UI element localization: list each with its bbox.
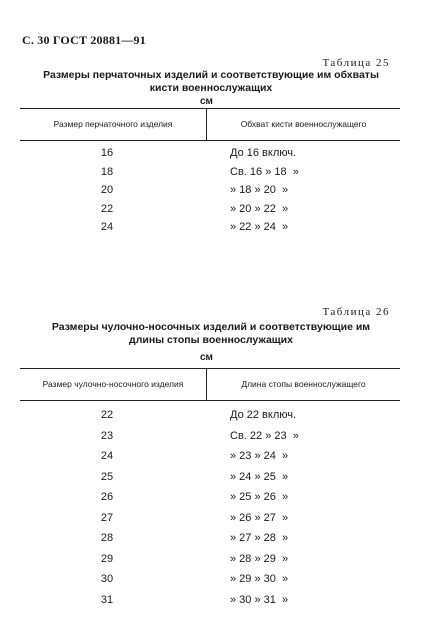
table-25-header-rule	[20, 140, 400, 141]
table-26-col1-header: Размер чулочно-носочного изделия	[42, 379, 184, 389]
table-25-unit: см	[200, 96, 213, 107]
table-row-size: 30	[100, 573, 114, 585]
table-row-size: 16	[100, 147, 114, 159]
table-row-range: » 28 » 29 »	[230, 552, 289, 565]
table-row-range: » 29 » 30 »	[230, 573, 289, 585]
table-row-size: 24	[100, 450, 114, 462]
table-25-label: Таблица 25	[322, 57, 390, 69]
table-25-col1-header: Размер перчаточного изделия	[53, 119, 173, 129]
table-row-range: » 25 » 26 »	[230, 491, 289, 503]
table-row-range: » 24 » 25 »	[230, 470, 289, 483]
table-row-range: » 30 » 31 »	[230, 593, 289, 606]
table-row-range: » 27 » 28 »	[230, 532, 289, 544]
table-row-range: » 18 » 20 »	[230, 184, 289, 196]
table-row-size: 22	[100, 409, 114, 421]
table-row-size: 18	[100, 165, 114, 178]
table-row-range: » 22 » 24 »	[230, 221, 289, 233]
table-row-range: » 26 » 27 »	[230, 511, 289, 524]
table-25-title: Размеры перчаточных изделий и соответствующие им обхваты кисти военнослужащих	[43, 69, 379, 94]
table-row-range: Св. 22 » 23 »	[230, 429, 299, 442]
table-row-size: 25	[100, 470, 114, 483]
table-26-top-rule	[20, 368, 400, 369]
table-row-size: 24	[100, 221, 114, 233]
table-row-range: » 20 » 22 »	[230, 202, 289, 215]
table-row-range: » 23 » 24 »	[230, 450, 289, 462]
table-row-size: 29	[100, 552, 114, 565]
table-26-title: Размеры чулочно-носочных изделий и соответствующие им длины стопы военнослужащих	[51, 321, 371, 346]
page-header: С. 30 ГОСТ 20881—91	[22, 33, 146, 47]
table-row-size: 26	[100, 491, 114, 503]
table-row-size: 20	[100, 184, 114, 196]
table-row-size: 27	[100, 511, 114, 524]
table-row-size: 28	[100, 532, 114, 544]
table-row-range: Св. 16 » 18 »	[230, 165, 299, 178]
table-26-label: Таблица 26	[322, 306, 390, 318]
table-row-size: 31	[100, 593, 114, 606]
table-row-size: 22	[100, 202, 114, 215]
table-25-top-rule	[20, 108, 400, 109]
table-row-size: 23	[100, 429, 114, 442]
table-26-header-rule	[20, 400, 400, 401]
table-row-range: До 22 включ.	[230, 409, 297, 421]
table-26-unit: см	[200, 352, 213, 363]
table-row-range: До 16 включ.	[230, 147, 297, 159]
table-25-col2-header: Обхват кисти военнослужащего	[240, 119, 367, 129]
table-26-col2-header: Длина стопы военнослужащего	[241, 379, 366, 389]
